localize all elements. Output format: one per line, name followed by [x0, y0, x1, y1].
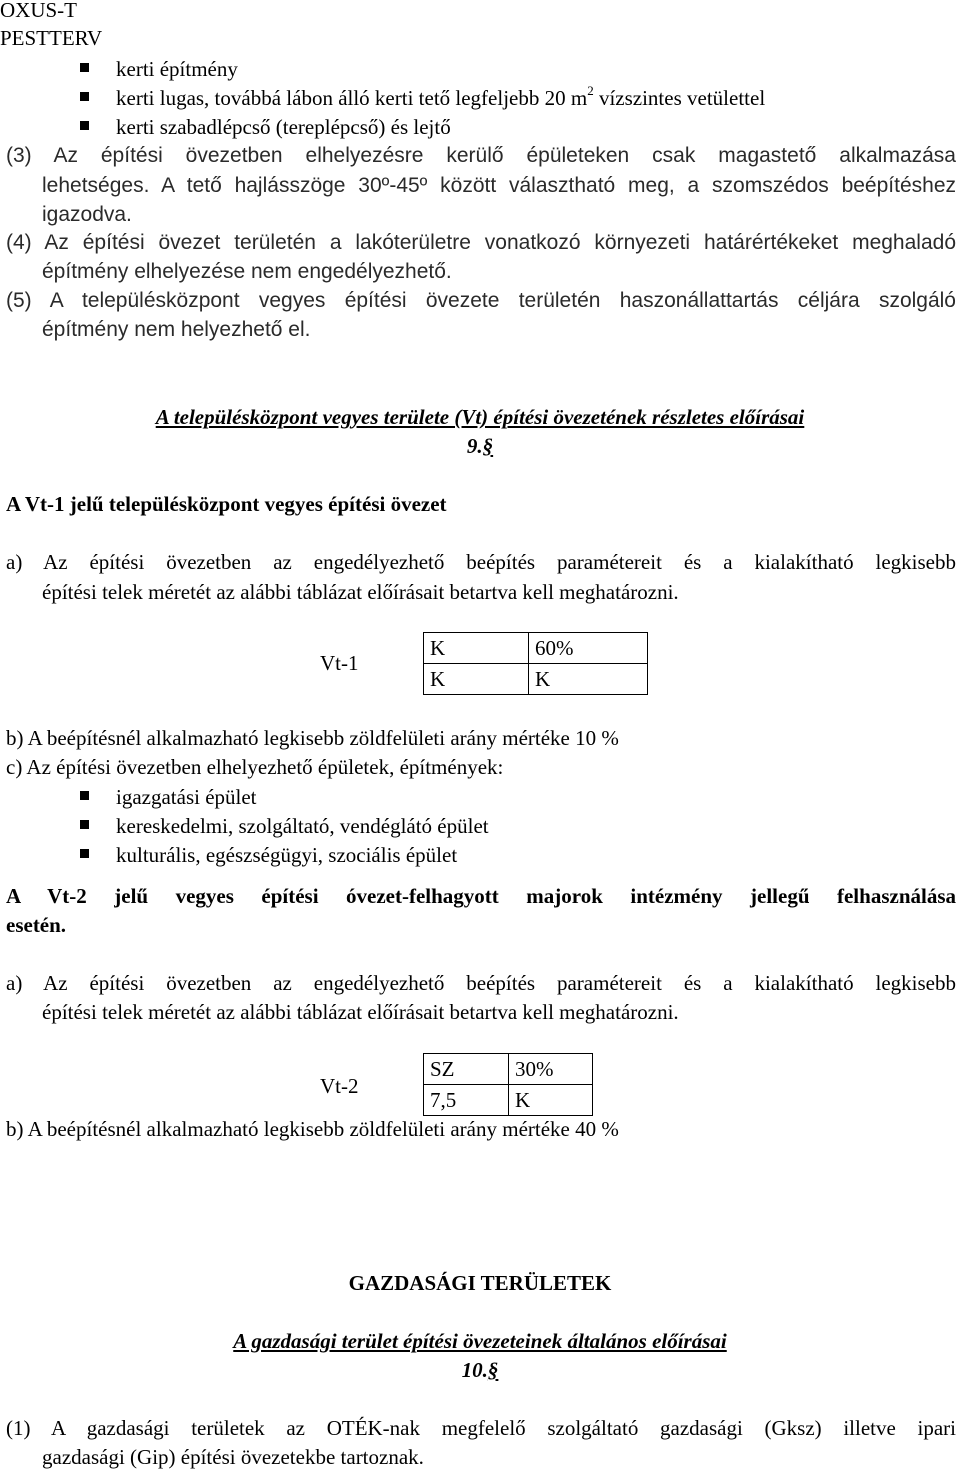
top-bullet-3: kerti szabadlépcső (tereplépcső) és lejtő [116, 115, 451, 139]
vt1-c-bullet-3: kulturális, egészségügyi, szociális épület [116, 843, 458, 867]
section-g-title: A gazdasági terület építési övezeteinek általános előírásai [233, 1329, 727, 1353]
vt1-parameter-table [423, 632, 648, 695]
top-bullet-2 [116, 83, 766, 110]
header-line-1: OXUS-T [0, 0, 77, 22]
table-cell: K [424, 664, 529, 695]
vt2-table-label: Vt-2 [320, 1074, 359, 1098]
table-cell: 30% [509, 1054, 593, 1085]
section-vt-title: A településközpont vegyes területe (Vt) építési övezetének részletes előírásai [155, 405, 805, 429]
section-sign: § [482, 434, 494, 458]
table-cell: K [424, 633, 529, 664]
vt1-c-bullet-1: igazgatási épület [116, 785, 257, 809]
vt1-a-line2: építési telek méretét az alábbi táblázat előírásait betartva kell meghatározni. [42, 580, 679, 604]
paragraph-number: 10. [461, 1358, 488, 1382]
para-g1-line1: (1) A gazdasági területek az OTÉK-nak megfelelő szolgáltató gazdasági (Gksz) illetve ipari [6, 1416, 956, 1440]
para3-line2: lehetséges. A tető hajlásszöge 30º-45º között választható meg, a szomszédos beépítéshez [42, 174, 956, 197]
section-g-heading: GAZDASÁGI TERÜLETEK [348, 1271, 612, 1295]
vt1-c-bullet-2: kereskedelmi, szolgáltató, vendéglátó épület [116, 814, 489, 838]
vt2-parameter-table [423, 1053, 593, 1116]
vt2-a-line2: építési telek méretét az alábbi táblázat előírásait betartva kell meghatározni. [42, 1000, 679, 1024]
vt1-a-line1: a) Az építési övezetben az engedélyezhető beépítés paramétereit és a kialakítható legkisebb [6, 550, 956, 574]
paragraph-number: 9. [466, 434, 483, 458]
para3-line1: (3) Az építési övezetben elhelyezésre kerülő épületeken csak magastető alkalmazása [6, 144, 956, 167]
bullet-square-icon [80, 791, 89, 800]
para4-line2: építmény elhelyezése nem engedélyezhető. [42, 260, 452, 283]
table-row [424, 633, 648, 664]
table-row [424, 1085, 593, 1116]
vt2-b-line: b) A beépítésnél alkalmazható legkisebb zöldfelületi arány mértéke 40 % [6, 1117, 619, 1141]
vt1-c-line: c) Az építési övezetben elhelyezhető épületek, építmények: [6, 755, 504, 779]
vt2-a-line1: a) Az építési övezetben az engedélyezhető beépítés paramétereit és a kialakítható legkisebb [6, 971, 956, 995]
para4-line1: (4) Az építési övezet területén a lakóterületre vonatkozó környezeti határértékeket meghaladó [6, 231, 956, 254]
vt2-heading-line2: esetén. [6, 913, 67, 937]
table-row [424, 664, 648, 695]
bullet-square-icon [80, 820, 89, 829]
top-bullet-2-tail: vízszintes vetülettel [593, 86, 766, 110]
superscript-2: 2 [587, 83, 594, 98]
para3-line3: igazodva. [42, 203, 132, 226]
header-line-2: PESTTERV [0, 26, 103, 50]
bullet-square-icon [80, 63, 89, 72]
table-row [424, 1054, 593, 1085]
table-cell: K [529, 664, 648, 695]
section-g-number [0, 1358, 960, 1382]
section-vt-number [0, 434, 960, 458]
top-bullet-2-text: kerti lugas, továbbá lábon álló kerti tető legfeljebb 20 m [116, 86, 588, 110]
vt2-heading-line1: A Vt-2 jelű vegyes építési óvezet-felhagyott majorok intézmény jellegű felhasználása [6, 884, 956, 908]
para5-line2: építmény nem helyezhető el. [42, 318, 311, 341]
vt1-b-line: b) A beépítésnél alkalmazható legkisebb zöldfelületi arány mértéke 10 % [6, 726, 619, 750]
top-bullet-1: kerti építmény [116, 57, 238, 81]
vt1-table-label: Vt-1 [320, 651, 359, 675]
para5-line1: (5) A településközpont vegyes építési övezete területén haszonállattartás céljára szolgáló [6, 289, 956, 312]
table-cell: 7,5 [424, 1085, 509, 1116]
table-cell: K [509, 1085, 593, 1116]
bullet-square-icon [80, 849, 89, 858]
section-sign: § [487, 1358, 499, 1382]
bullet-square-icon [80, 92, 89, 101]
bullet-square-icon [80, 121, 89, 130]
table-cell: SZ [424, 1054, 509, 1085]
para-g1-line2: gazdasági (Gip) építési övezetekbe tartoznak. [42, 1445, 424, 1469]
table-cell: 60% [529, 633, 648, 664]
vt1-heading: A Vt-1 jelű településközpont vegyes építési övezet [6, 492, 447, 516]
